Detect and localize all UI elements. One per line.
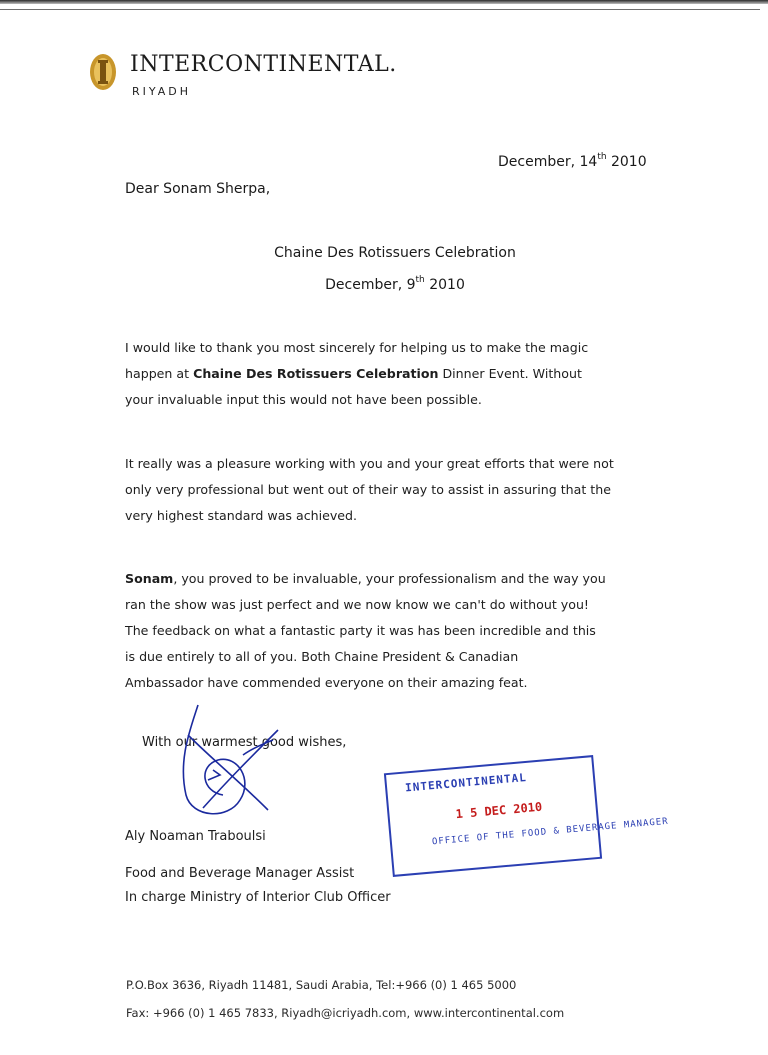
- stamp-office: OFFICE OF THE FOOD & BEVERAGE MANAGER: [431, 816, 670, 848]
- closing-line: With our warmest good wishes,: [142, 735, 347, 750]
- handwritten-signature: [168, 700, 288, 825]
- paragraph-3-line-1: Sonam, you proved to be invaluable, your professionalism and the way you: [125, 571, 606, 586]
- event-date: December, 9th 2010: [325, 275, 465, 293]
- intercontinental-logo-icon: [88, 52, 118, 92]
- brand-city: RIYADH: [132, 85, 192, 98]
- signatory-role: In charge Ministry of Interior Club Officer: [125, 890, 391, 905]
- letter-subject: Chaine Des Rotissuers Celebration: [274, 245, 516, 261]
- signatory-title: Food and Beverage Manager Assist: [125, 866, 355, 881]
- paragraph-3-line-3: The feedback on what a fantastic party it was has been incredible and this: [125, 623, 596, 638]
- paragraph-2-line-1: It really was a pleasure working with you and your great efforts that were not: [125, 456, 614, 471]
- paragraph-1-line-2: happen at Chaine Des Rotissuers Celebration Dinner Event. Without: [125, 366, 582, 381]
- signatory-name: Aly Noaman Traboulsi: [125, 829, 266, 844]
- brand-name: INTERCONTINENTAL.: [130, 52, 397, 77]
- paragraph-1-line-3: your invaluable input this would not have been possible.: [125, 392, 482, 407]
- office-stamp: [384, 755, 670, 877]
- paragraph-2-line-2: only very professional but went out of their way to assist in assuring that the: [125, 482, 611, 497]
- scan-rule: [0, 9, 760, 10]
- paragraph-3-line-5: Ambassador have commended everyone on their amazing feat.: [125, 675, 528, 690]
- footer-address: P.O.Box 3636, Riyadh 11481, Saudi Arabia, Tel:+966 (0) 1 465 5000: [126, 978, 517, 992]
- paragraph-3-line-2: ran the show was just perfect and we now know we can't do without you!: [125, 597, 589, 612]
- footer-contact: Fax: +966 (0) 1 465 7833, Riyadh@icriyadh.com, www.intercontinental.com: [126, 1006, 565, 1020]
- stamp-hotel-name: INTERCONTINENTAL: [404, 770, 528, 795]
- letter-date: December, 14th 2010: [498, 152, 647, 170]
- paragraph-2-line-3: very highest standard was achieved.: [125, 508, 358, 523]
- stamp-date: 1 5 DEC 2010: [455, 799, 543, 822]
- paragraph-3-line-4: is due entirely to all of you. Both Chaine President & Canadian: [125, 649, 519, 664]
- scan-top-edge: [0, 0, 768, 4]
- salutation: Dear Sonam Sherpa,: [125, 181, 271, 197]
- paragraph-1-line-1: I would like to thank you most sincerely for helping us to make the magic: [125, 340, 589, 355]
